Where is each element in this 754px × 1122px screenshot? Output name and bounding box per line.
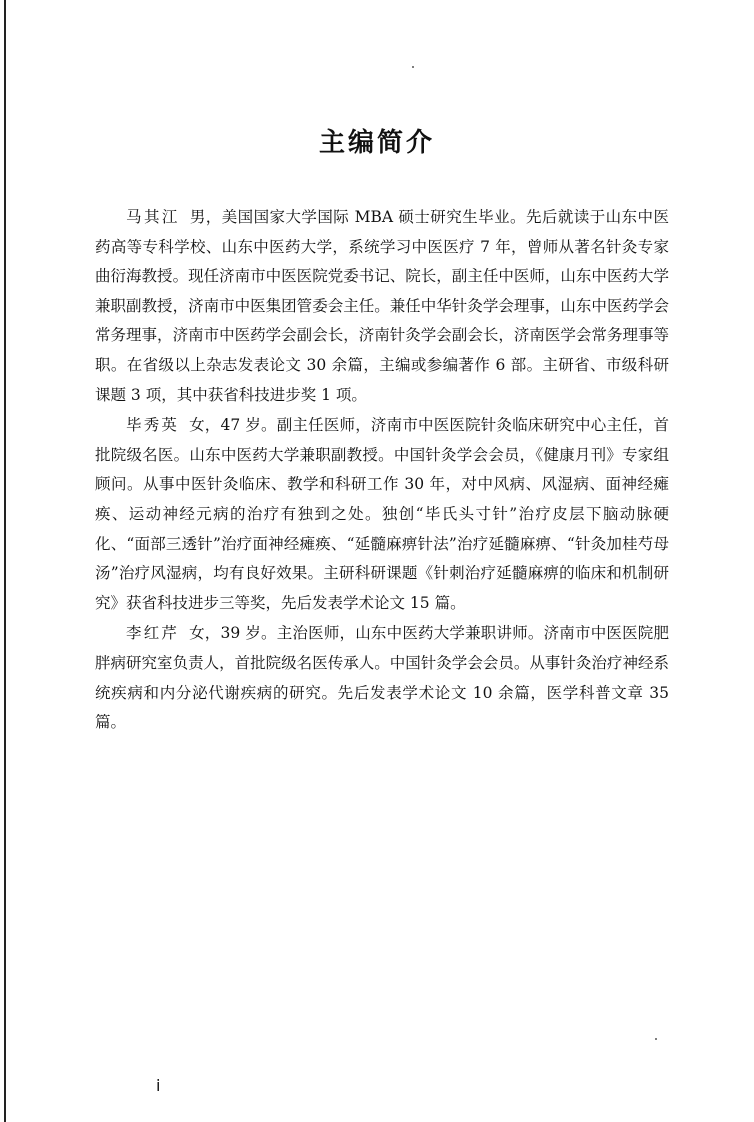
scan-speck	[412, 66, 414, 68]
page-edge-line	[4, 0, 6, 1122]
bio-text: 男，美国国家大学国际 MBA 硕士研究生毕业。先后就读于山东中医药高等专科学校、山东中医药大学，系统学习中医医疗 7 年，曾师从著名针灸专家曲衍海教授。现任济南市中医医院党委书记、院长，副主任中医师，山东中医药大学兼职副教授，济南市中医集团管委会主任。兼任中华针灸学会理事，山东中医药学会常务理事，济南市中医药学会副会长，济南针灸学会副会长，济南医学会常务理事等职。在省级以上杂志发表论文 30 余篇，主编或参编著作 6 部。主研省、市级科研课题 3 项，其中获省科技进步奖 1 项。	[95, 208, 669, 404]
bio-section	[95, 203, 669, 739]
bio-paragraph-bi-xiuying	[95, 411, 669, 618]
page-number: i	[156, 1076, 161, 1095]
bio-text: 女，47 岁。副主任医师，济南市中医医院针灸临床研究中心主任，首批院级名医。山东中医药大学兼职副教授。中国针灸学会会员，《健康月刊》专家组顾问。从事中医针灸临床、教学和科研工作 30 年，对中风病、风湿病、面神经瘫痪、运动神经元病的治疗有独到之处。独创“毕氏头寸针”治疗皮层下脑动脉硬化、“面部三透针”治疗面神经瘫痪、“延髓麻痹针法”治疗延髓麻痹、“针灸加桂芍母汤”治疗风湿病，均有良好效果。主研科研课题《针刺治疗延髓麻痹的临床和机制研究》获省科技进步三等奖，先后发表学术论文 15 篇。	[95, 416, 669, 612]
bio-paragraph-ma-qijiang	[95, 203, 669, 410]
scan-speck	[655, 1038, 657, 1040]
page-title: 主编简介	[318, 128, 435, 158]
bio-paragraph-li-hongqin	[95, 619, 669, 737]
bio-name: 马其江	[126, 208, 180, 226]
bio-name: 毕秀英	[126, 416, 180, 435]
bio-name: 李红芹	[126, 624, 180, 643]
bio-text: 女，39 岁。主治医师，山东中医药大学兼职讲师。济南市中医医院肥胖病研究室负责人，首批院级名医传承人。中国针灸学会会员。从事针灸治疗神经系统疾病和内分泌代谢疾病的研究。先后发表学术论文 10 余篇，医学科普文章 35 篇。	[95, 624, 669, 732]
